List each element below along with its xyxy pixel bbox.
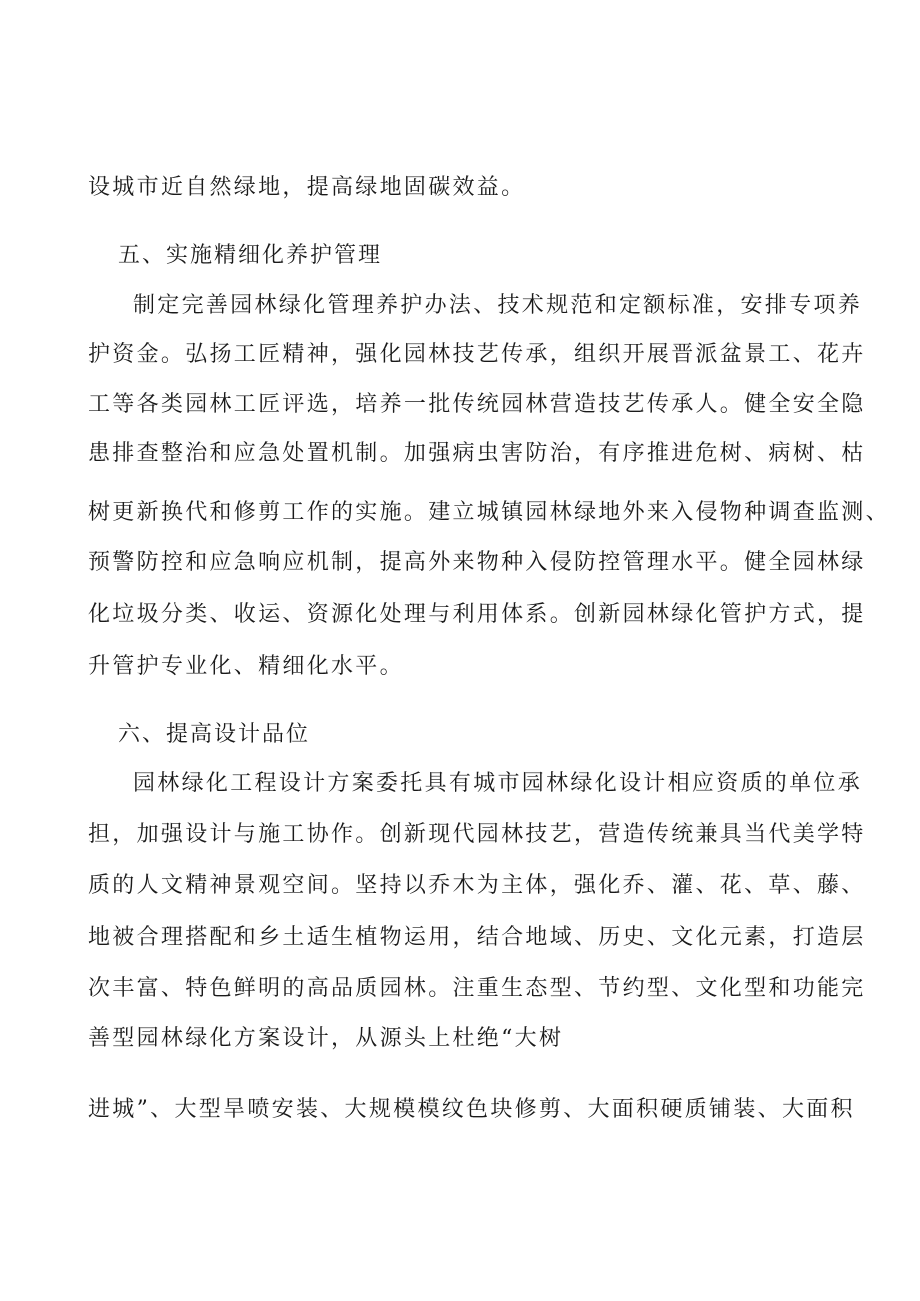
section-heading-6: 六、提高设计品位 <box>118 722 311 747</box>
paragraph-line: 树更新换代和修剪工作的实施。建立城镇园林绿地外来入侵物种调查监测、 <box>88 500 890 525</box>
paragraph-line: 地被合理搭配和乡土适生植物运用，结合地域、历史、文化元素，打造层 <box>88 925 866 950</box>
paragraph-line: 工等各类园林工匠评选，培养一批传统园林营造技艺传承人。健全安全隐 <box>88 392 866 417</box>
paragraph-line: 升管护专业化、精细化水平。 <box>88 654 404 679</box>
paragraph-line: 质的人文精神景观空间。坚持以乔木为主体，强化乔、灌、花、草、藤、 <box>88 873 866 898</box>
paragraph-line: 设城市近自然绿地，提高绿地固碳效益。 <box>88 175 526 200</box>
paragraph-line: 制定完善园林绿化管理养护办法、技术规范和定额标准，安排专项养 <box>133 293 863 318</box>
paragraph-line: 护资金。弘扬工匠精神，强化园林技艺传承，组织开展晋派盆景工、花卉 <box>88 342 866 367</box>
paragraph-line: 患排查整治和应急处置机制。加强病虫害防治，有序推进危树、病树、枯 <box>88 441 866 466</box>
paragraph-line: 善型园林绿化方案设计，从源头上杜绝“大树 <box>88 1026 564 1051</box>
section-heading-5: 五、实施精细化养护管理 <box>118 243 383 268</box>
paragraph-line: 园林绿化工程设计方案委托具有城市园林绿化设计相应资质的单位承 <box>133 771 863 796</box>
paragraph-line: 化垃圾分类、收运、资源化处理与利用体系。创新园林绿化管护方式，提 <box>88 602 866 627</box>
paragraph-line: 次丰富、特色鲜明的高品质园林。注重生态型、节约型、文化型和功能完 <box>88 976 866 1001</box>
paragraph-line: 担，加强设计与施工协作。创新现代园林技艺，营造传统兼具当代美学特 <box>88 822 866 847</box>
paragraph-line: 预警防控和应急响应机制，提高外来物种入侵防控管理水平。健全园林绿 <box>88 550 866 575</box>
paragraph-line: 进城”、大型旱喷安装、大规模模纹色块修剪、大面积硬质铺装、大面积 <box>88 1097 855 1122</box>
